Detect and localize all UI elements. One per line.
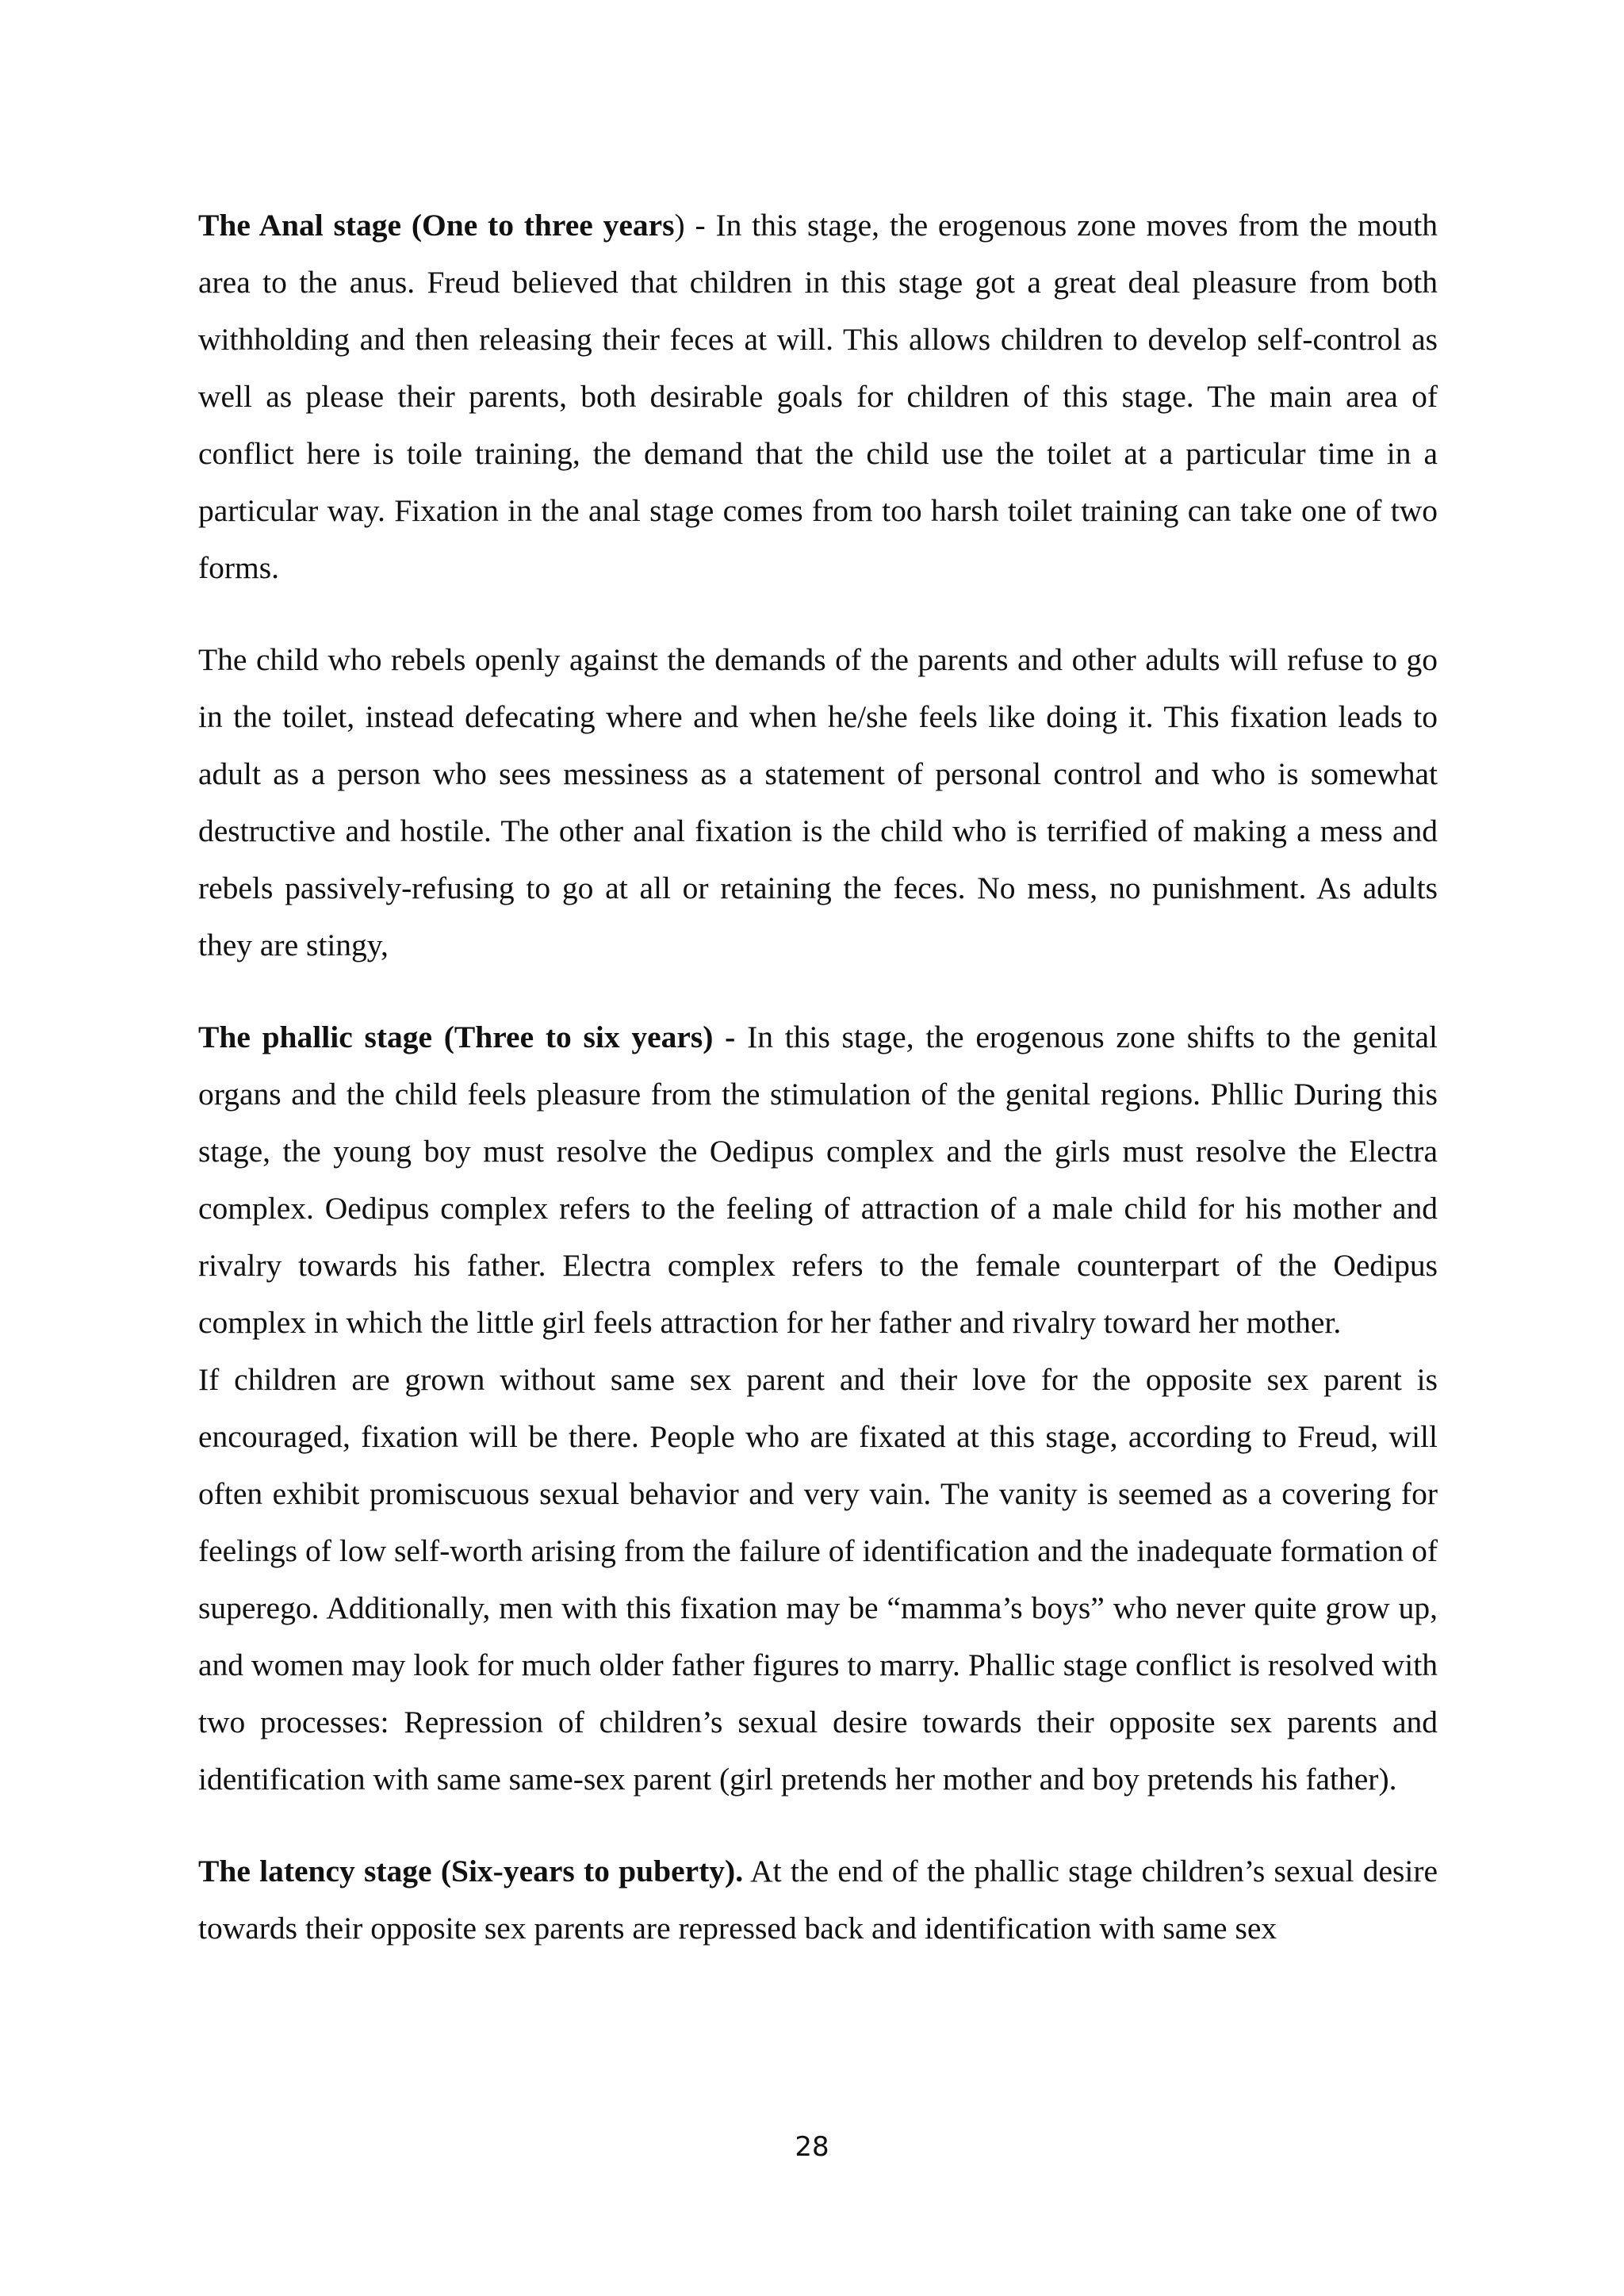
paragraph-phallic-fixation [198,1351,1438,1808]
paragraph-phallic-stage [198,1008,1438,1351]
body-text [198,197,1438,1957]
heading-latency-stage: The latency stage (Six-years to puberty). [198,1854,744,1888]
paragraph-text: In this stage, the erogenous zone shifts to the genital organs and the child feels pleasure from the stimulation of the genital regions. Phllic During this stage, the young boy must resolve the Oedipus complex and the girls must resolve the Electra complex. Oedipus complex refers to the feeling of attraction of a male child for his mother and rivalry towards his father. Electra complex refers to the female counterpart of the Oedipus complex in which the little girl feels attraction for her father and rivalry toward her mother. [198,1020,1438,1340]
heading-anal-stage: The Anal stage (One to three years [198,208,675,243]
paragraph-text: The child who rebels openly against the demands of the parents and other adults will refuse to go in the toilet, instead defecating where and when he/she feels like doing it. This fixation leads to adult as a person who sees messiness as a statement of personal control and who is somewhat destructive and hostile. The other anal fixation is the child who is terrified of making a mess and rebels passively-refusing to go at all or retaining the feces. No mess, no punishment. As adults they are stingy, [198,642,1438,962]
paragraph-anal-stage [198,197,1438,596]
paragraph-text: If children are grown without same sex parent and their love for the opposite sex parent is encouraged, fixation will be there. People who are fixated at this stage, according to Freud, will often exhibit promiscuous sexual behavior and very vain. The vanity is seemed as a covering for feelings of low self-worth arising from the failure of identification and the inadequate formation of superego. Additionally, men with this fixation may be “mamma’s boys” who never quite grow up, and women may look for much older father figures to marry. Phallic stage conflict is resolved with two processes: Repression of children’s sexual desire towards their opposite sex parents and identification with same same-sex parent (girl pretends her mother and boy pretends his father). [198,1362,1438,1797]
paragraph-anal-fixation [198,631,1438,974]
heading-phallic-stage: The phallic stage (Three to six years) - [198,1020,748,1054]
paragraph-text: In this stage, the erogenous zone moves from the mouth area to the anus. Freud believed that children in this stage got a great deal pleasure from both withholding and then releasing their feces at will. This allows children to develop self-control as well as please their parents, both desirable goals for children of this stage. The main area of conflict here is toile training, the demand that the child use the toilet at a particular time in a particular way. Fixation in the anal stage comes from too harsh toilet training can take one of two forms. [198,208,1438,585]
paragraph-text: At the end of the phallic stage children’s sexual desire towards their opposite sex parents are repressed back and identification with same sex [198,1854,1438,1946]
heading-anal-stage-suffix: ) - [674,208,716,243]
paragraph-latency-stage [198,1843,1438,1957]
page-number: 28 [795,2131,829,2163]
